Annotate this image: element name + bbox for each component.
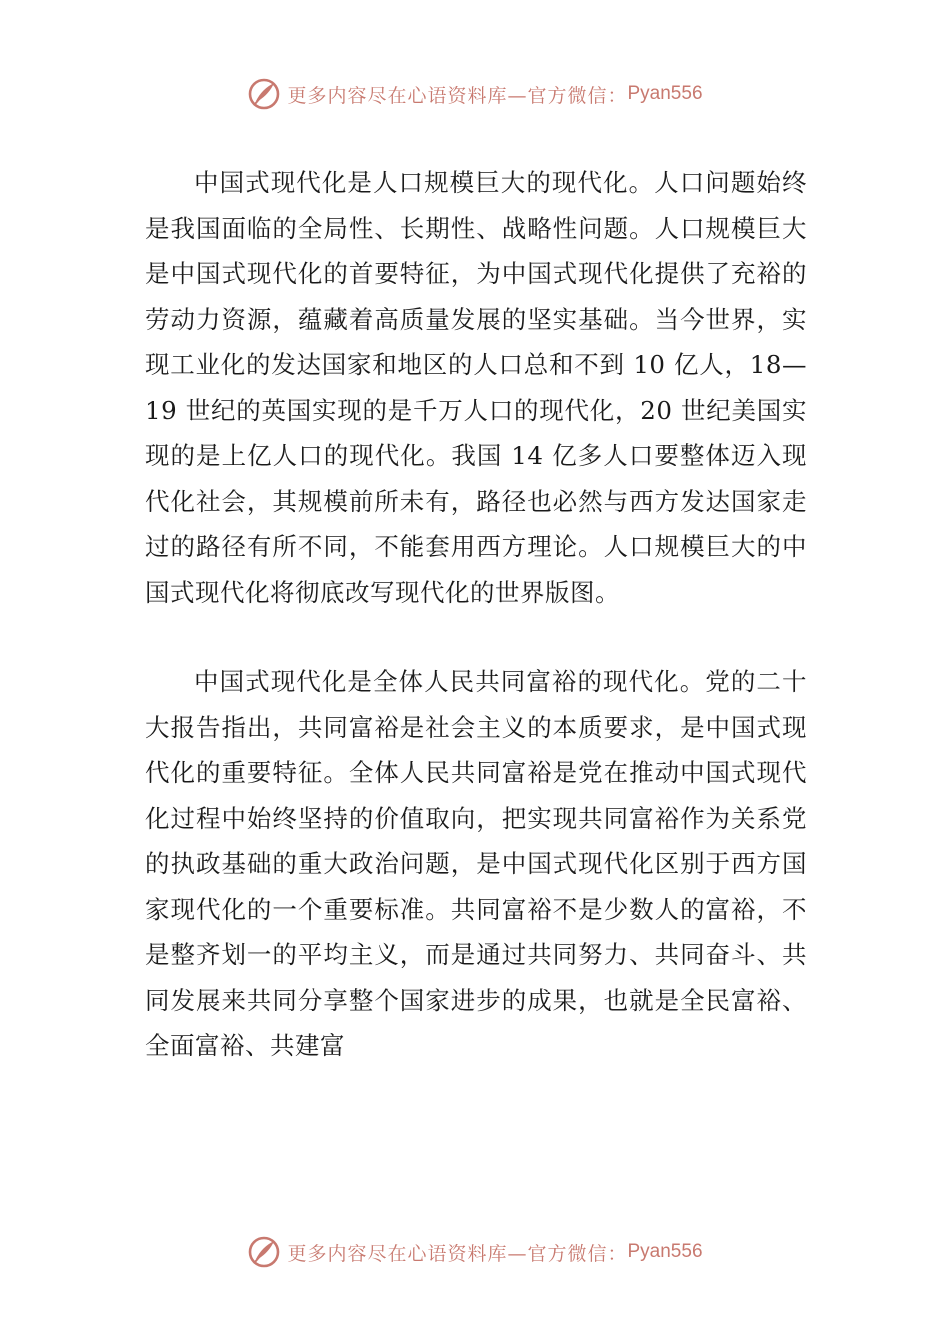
paragraph-population: 中国式现代化是人口规模巨大的现代化。人口问题始终是我国面临的全局性、长期性、战略性问题。人口规模巨大是中国式现代化的首要特征，为中国式现代化提供了充裕的劳动力资源，蕴藏着高质量发展的坚实基础。当今世界，实现工业化的发达国家和地区的人口总和不到 10 亿人，18—19 世纪的英国实现的是千万人口的现代化，20 世纪美国实现的是上亿人口的现代化。我国 14 亿多人口要整体迈入现代化社会，其规模前所未有，路径也必然与西方发达国家走过的路径有所不同，不能套用西方理论。人口规模巨大的中国式现代化将彻底改写现代化的世界版图。 xyxy=(145,168,807,607)
footer-banner-text: 更多内容尽在心语资料库—官方微信： xyxy=(287,1242,628,1265)
quill-pen-logo-icon xyxy=(247,77,281,111)
document-body xyxy=(145,160,807,1069)
header-wechat-id: Pyan556 xyxy=(627,83,703,104)
paragraph-common-prosperity: 中国式现代化是全体人民共同富裕的现代化。党的二十大报告指出，共同富裕是社会主义的本质要求，是中国式现代化的重要特征。全体人民共同富裕是党在推动中国式现代化过程中始终坚持的价值取向，把实现共同富裕作为关系党的执政基础的重大政治问题，是中国式现代化区别于西方国家现代化的一个重要标准。共同富裕不是少数人的富裕，不是整齐划一的平均主义，而是通过共同努力、共同奋斗、共同发展来共同分享整个国家进步的成果，也就是全民富裕、全面富裕、共建富 xyxy=(145,667,807,1060)
quill-pen-logo-icon xyxy=(247,1235,281,1269)
footer-watermark xyxy=(0,1232,950,1272)
header-banner-text: 更多内容尽在心语资料库—官方微信： xyxy=(287,84,628,107)
header-watermark xyxy=(0,74,950,114)
footer-wechat-id: Pyan556 xyxy=(627,1241,703,1262)
